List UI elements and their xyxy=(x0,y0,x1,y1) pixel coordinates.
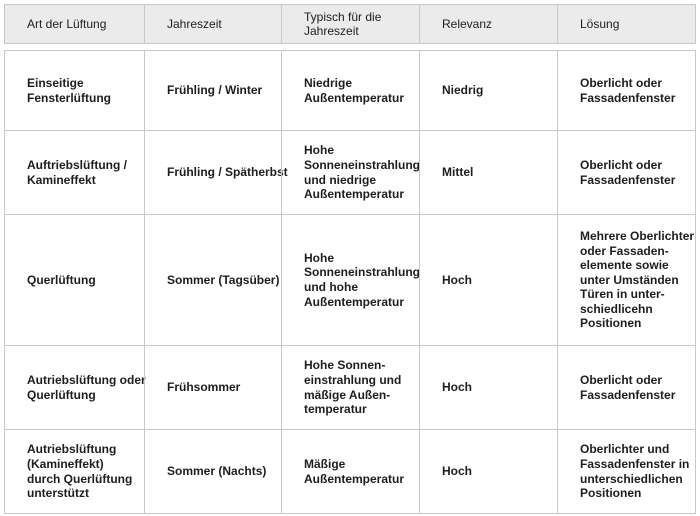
cell-text-line: Oberlicht oder xyxy=(580,75,663,90)
cell-text-line: Fassadenfenster xyxy=(580,387,676,402)
cell-jahreszeit xyxy=(144,215,281,345)
header-cell-loesung xyxy=(557,5,695,43)
cell-loesung xyxy=(557,346,695,429)
cell-text-line: Oberlichter und xyxy=(580,442,670,457)
header-label: Lösung xyxy=(580,17,620,31)
cell-text-line: Autriebslüftung xyxy=(27,442,117,457)
cell-typisch xyxy=(281,346,419,429)
cell-text-line: temperatur xyxy=(304,402,367,417)
table-row xyxy=(5,214,695,345)
cell-text-line: unterstützt xyxy=(27,486,89,501)
cell-text-line: unterschiedlichen xyxy=(580,471,683,486)
table-row xyxy=(5,130,695,214)
header-cell-typisch xyxy=(281,5,419,43)
cell-art xyxy=(5,215,144,345)
cell-text-line: und niedrige xyxy=(304,172,376,187)
cell-text-line: schiedlicehn xyxy=(580,301,653,316)
cell-text-line: Frühling / Spätherbst xyxy=(167,165,288,180)
cell-text-line: Sonneneinstrahlung xyxy=(304,265,421,280)
cell-jahreszeit xyxy=(144,430,281,513)
cell-text-line: Fensterlüftung xyxy=(27,90,111,105)
table-body xyxy=(4,50,696,514)
cell-loesung xyxy=(557,430,695,513)
header-cell-jahreszeit xyxy=(144,5,281,43)
cell-text-line: Positionen xyxy=(580,486,642,501)
cell-text-line: Fassadenfenster xyxy=(580,172,676,187)
table-row xyxy=(5,51,695,130)
cell-text-line: Außentemperatur xyxy=(304,471,405,486)
cell-relevanz xyxy=(419,131,557,214)
header-cell-art xyxy=(5,5,144,43)
cell-art xyxy=(5,346,144,429)
cell-typisch xyxy=(281,215,419,345)
cell-text-line: (Kamineffekt) xyxy=(27,456,104,471)
cell-text-line: Hoch xyxy=(442,380,472,395)
cell-relevanz xyxy=(419,430,557,513)
cell-text-line: Kamineffekt xyxy=(27,172,96,187)
cell-text-line: einstrahlung und xyxy=(304,372,402,387)
cell-art xyxy=(5,51,144,130)
cell-text-line: Frühling / Winter xyxy=(167,83,263,98)
cell-text-line: Auftriebslüftung / xyxy=(27,157,127,172)
cell-loesung xyxy=(557,215,695,345)
cell-text-line: Querlüftung xyxy=(27,272,96,287)
cell-text-line: oder Fassaden- xyxy=(580,243,669,258)
header-label: Art der Lüftung xyxy=(27,17,107,31)
cell-text-line: Außentemperatur xyxy=(304,90,405,105)
cell-text-line: Autriebslüftung oder xyxy=(27,372,146,387)
cell-text-line: Mäßige xyxy=(304,456,346,471)
cell-art xyxy=(5,430,144,513)
table-row xyxy=(5,429,695,513)
cell-text-line: Oberlicht oder xyxy=(580,372,663,387)
cell-text-line: Oberlicht oder xyxy=(580,157,663,172)
cell-text-line: Türen in unter- xyxy=(580,287,665,302)
cell-relevanz xyxy=(419,51,557,130)
ventilation-table xyxy=(4,4,696,514)
cell-text-line: Hohe xyxy=(304,250,334,265)
cell-text-line: Sonneneinstrahlung xyxy=(304,157,421,172)
cell-text-line: Hohe Sonnen- xyxy=(304,358,386,373)
cell-jahreszeit xyxy=(144,346,281,429)
cell-text-line: elemente sowie xyxy=(580,258,669,273)
table-header xyxy=(4,4,696,44)
cell-text-line: Querlüftung xyxy=(27,387,96,402)
header-label: Jahreszeit xyxy=(304,24,359,38)
cell-text-line: durch Querlüftung xyxy=(27,471,133,486)
cell-text-line: und hohe xyxy=(304,280,358,294)
cell-text-line: Niedrige xyxy=(304,75,353,90)
cell-text-line: Fassadenfenster in xyxy=(580,456,690,471)
cell-text-line: Mittel xyxy=(442,165,474,180)
cell-text-line: Sommer (Nachts) xyxy=(167,464,267,479)
cell-text-line: Außentemperatur xyxy=(304,187,405,202)
cell-text-line: Hoch xyxy=(442,272,472,287)
cell-text-line: Mehrere Oberlichter xyxy=(580,228,695,243)
table-row xyxy=(5,345,695,429)
cell-text-line: Hohe xyxy=(304,143,334,158)
cell-relevanz xyxy=(419,346,557,429)
cell-text-line: Außentemperatur xyxy=(304,294,405,309)
cell-loesung xyxy=(557,131,695,214)
cell-text-line: unter Umständen xyxy=(580,272,679,287)
cell-art xyxy=(5,131,144,214)
cell-text-line: Hoch xyxy=(442,464,472,479)
cell-relevanz xyxy=(419,215,557,345)
cell-text-line: mäßige Außen- xyxy=(304,387,391,402)
header-label: Jahreszeit xyxy=(167,17,222,31)
header-cell-relevanz xyxy=(419,5,557,43)
cell-text-line: Niedrig xyxy=(442,83,484,98)
cell-jahreszeit xyxy=(144,51,281,130)
header-label: Typisch für die xyxy=(304,10,382,24)
cell-typisch xyxy=(281,430,419,513)
cell-loesung xyxy=(557,51,695,130)
cell-text-line: Fassadenfenster xyxy=(580,90,676,105)
cell-typisch xyxy=(281,51,419,130)
cell-text-line: Einseitige xyxy=(27,75,84,90)
cell-text-line: Sommer (Tagsüber) xyxy=(167,272,280,287)
cell-typisch xyxy=(281,131,419,214)
cell-text-line: Positionen xyxy=(580,316,642,331)
cell-text-line: Frühsommer xyxy=(167,380,241,395)
cell-jahreszeit xyxy=(144,131,288,214)
header-label: Relevanz xyxy=(442,17,493,31)
